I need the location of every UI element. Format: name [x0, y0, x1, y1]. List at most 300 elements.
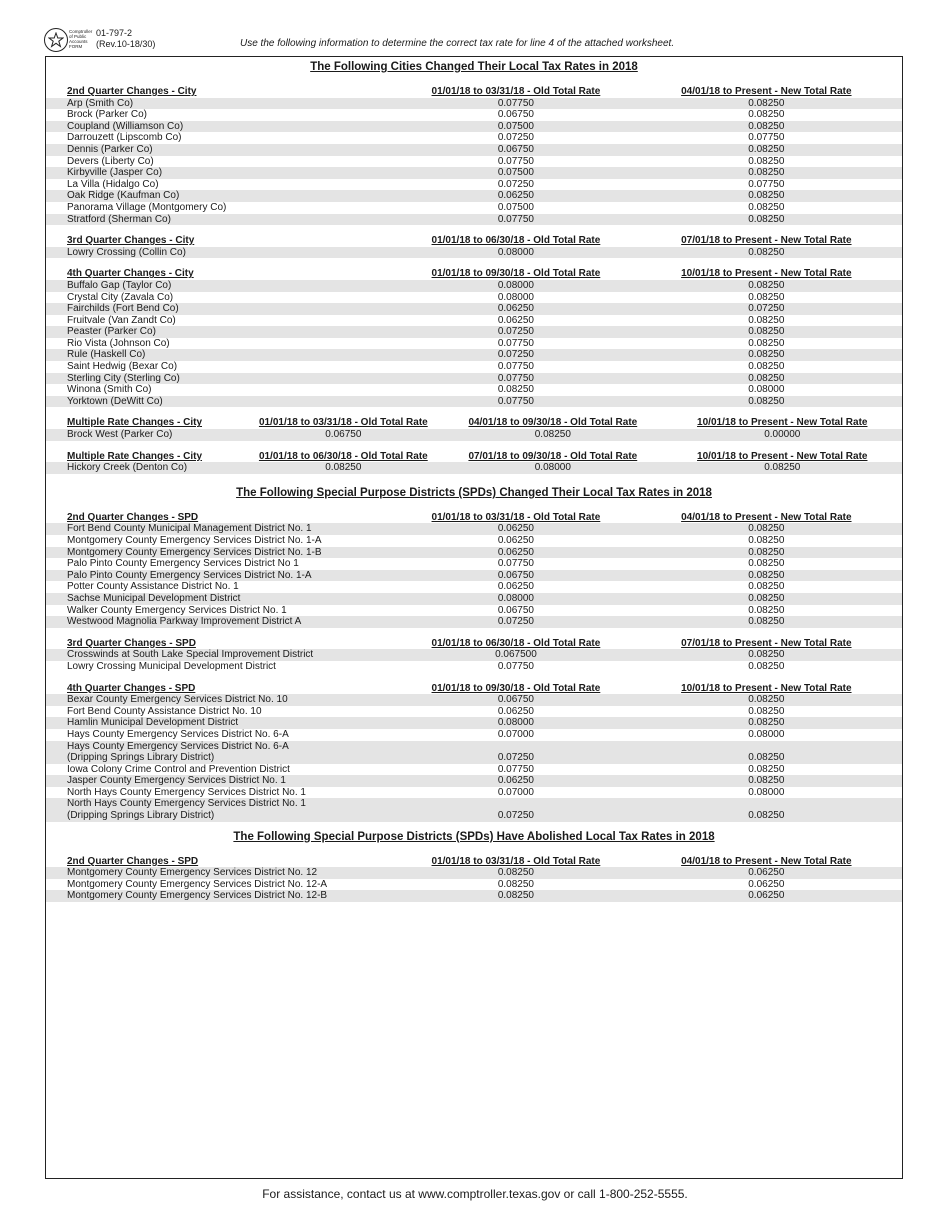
table-row	[46, 798, 902, 821]
row-entity	[46, 558, 401, 570]
row-entity	[46, 661, 401, 673]
header-new-rate: 07/01/18 to Present - New Total Rate	[681, 235, 852, 247]
row-old-rate: 0.06750	[497, 569, 534, 581]
row-entity-name: Fort Bend County Municipal Management District No. 1	[67, 523, 312, 535]
row-old-rate: 0.08000	[497, 717, 534, 729]
row-old-rate: 0.08250	[497, 867, 534, 879]
row-entity-name: Westwood Magnolia Parkway Improvement District A	[67, 616, 302, 628]
header-rate-1: 01/01/18 to 03/31/18 - Old Total Rate	[258, 417, 428, 429]
header-rate-1: 01/01/18 to 06/30/18 - Old Total Rate	[258, 450, 428, 462]
table-row	[46, 661, 902, 673]
row-new-rate: 0.08250	[748, 120, 785, 132]
table-row	[46, 547, 902, 559]
table-row	[46, 523, 902, 535]
row-old-rate: 0.07750	[497, 337, 534, 349]
rate-group	[46, 683, 902, 822]
row-entity	[46, 338, 401, 350]
row-entity-subname: (Dripping Springs Library District)	[67, 752, 215, 764]
row-entity-name: Hamlin Municipal Development District	[67, 717, 239, 729]
comptroller-seal-icon	[44, 28, 68, 52]
row-old-rate: 0.06250	[497, 535, 534, 546]
table-row	[46, 190, 902, 202]
rate-group	[46, 235, 902, 258]
table-row	[46, 144, 902, 156]
row-entity	[46, 593, 401, 605]
row-entity-name: Lowry Crossing Municipal Development District	[67, 660, 276, 672]
row-entity-name: Yorktown (DeWitt Co)	[67, 395, 163, 407]
section-title: The Following Special Purpose Districts (SPDs) Changed Their Local Tax Rates in 2018	[236, 486, 712, 499]
row-new-rate: 0.08250	[748, 314, 785, 326]
row-new-rate: 0.07250	[748, 303, 785, 315]
row-entity-name: Oak Ridge (Kaufman Co)	[67, 190, 180, 202]
row-entity	[46, 280, 401, 292]
table-row	[46, 349, 902, 361]
row-entity	[46, 547, 401, 559]
rate-table-content	[46, 57, 902, 902]
row-old-rate: 0.08250	[497, 878, 534, 890]
row-entity	[46, 132, 401, 144]
row-new-rate: 0.08250	[748, 361, 785, 373]
row-entity-name: Sachse Municipal Development District	[67, 592, 241, 604]
row-new-rate: 0.06250	[748, 878, 785, 890]
row-entity-name: North Hays County Emergency Services District No. 1	[67, 786, 306, 798]
group-header	[46, 86, 902, 98]
header-entity: 4th Quarter Changes - SPD	[67, 682, 196, 694]
table-row	[46, 706, 902, 718]
row-entity-name: Buffalo Gap (Taylor Co)	[67, 279, 172, 291]
row-old-rate: 0.06750	[497, 694, 534, 706]
row-entity	[46, 303, 401, 315]
row-entity	[46, 202, 401, 214]
table-row	[46, 429, 902, 441]
row-entity-name: Dennis (Parker Co)	[67, 143, 153, 155]
header-entity: 3rd Quarter Changes - City	[67, 235, 195, 247]
row-entity-name: La Villa (Hidalgo Co)	[67, 178, 159, 190]
row-entity-name: Rule (Haskell Co)	[67, 349, 146, 361]
table-row	[46, 787, 902, 799]
row-old-rate: 0.06250	[497, 705, 534, 717]
table-row	[46, 338, 902, 350]
table-row	[46, 303, 902, 315]
group-header	[46, 638, 902, 650]
row-old-rate: 0.07500	[497, 167, 534, 179]
header-old-rate: 01/01/18 to 06/30/18 - Old Total Rate	[431, 235, 601, 247]
row-new-rate: 0.08250	[748, 558, 785, 570]
row-old-rate: 0.07750	[497, 558, 534, 570]
row-entity	[46, 190, 401, 202]
table-row	[46, 214, 902, 226]
row-entity-name: Montgomery County Emergency Services District No. 12-B	[67, 890, 328, 902]
row-new-rate: 0.08250	[748, 190, 785, 202]
row-entity	[46, 717, 401, 729]
row-entity-name: Crosswinds at South Lake Special Improvement District	[67, 649, 314, 661]
table-row	[46, 361, 902, 373]
row-entity-name: Saint Hedwig (Bexar Co)	[67, 361, 178, 373]
row-entity	[46, 326, 401, 338]
row-entity-name: Hays County Emergency Services District No. 6-A	[67, 740, 289, 752]
form-revision: (Rev.10-18/30)	[96, 39, 156, 49]
row-new-rate: 0.08000	[748, 786, 785, 798]
instruction-text: Use the following information to determine the correct tax rate for line 4 of the attached worksheet.	[240, 38, 675, 49]
group-header	[46, 235, 902, 247]
row-old-rate: 0.08250	[497, 890, 534, 902]
row-entity	[46, 741, 401, 764]
row-old-rate: 0.07250	[497, 132, 534, 144]
row-entity	[46, 649, 401, 661]
row-entity-name: North Hays County Emergency Services District No. 1	[67, 798, 306, 810]
row-entity	[46, 384, 401, 396]
row-entity	[46, 729, 401, 741]
group-header	[46, 856, 902, 868]
table-row	[46, 384, 902, 396]
multi-rate-group	[46, 451, 902, 474]
row-entity	[46, 787, 401, 799]
row-entity-name: Arp (Smith Co)	[67, 97, 134, 109]
row-new-rate: 0.08000	[748, 728, 785, 740]
table-row	[46, 616, 902, 628]
row-old-rate: 0.08000	[497, 279, 534, 291]
table-row	[46, 535, 902, 547]
row-new-rate: 0.08250	[748, 349, 785, 361]
row-new-rate: 0.08250	[748, 337, 785, 349]
row-entity	[46, 156, 401, 168]
row-new-rate: 0.07750	[748, 178, 785, 190]
row-entity	[46, 890, 401, 902]
row-old-rate: 0.07750	[497, 763, 534, 775]
row-new-rate: 0.08250	[748, 97, 785, 109]
table-row	[46, 179, 902, 191]
row-old-rate: 0.07000	[497, 728, 534, 740]
row-entity-name: Montgomery County Emergency Services District No. 12-A	[67, 878, 328, 890]
row-entity-name: Fairchilds (Fort Bend Co)	[67, 303, 179, 315]
row-entity	[46, 361, 401, 373]
row-entity-name: Fort Bend County Assistance District No. 10	[67, 705, 262, 717]
row-rate-2: 0.08250	[534, 429, 571, 441]
row-old-rate: 0.07250	[497, 616, 534, 628]
header-new-rate: 04/01/18 to Present - New Total Rate	[681, 855, 852, 867]
row-old-rate: 0.06750	[497, 143, 534, 155]
row-old-rate: 0.07500	[497, 120, 534, 132]
row-entity-name: Fruitvale (Van Zandt Co)	[67, 314, 176, 326]
row-new-rate: 0.08250	[748, 604, 785, 616]
row-entity-name: Montgomery County Emergency Services District No. 1-B	[67, 546, 322, 558]
group-header	[46, 268, 902, 280]
row-entity	[46, 109, 401, 121]
row-old-rate: 0.07250	[497, 349, 534, 361]
header-entity: 2nd Quarter Changes - SPD	[67, 855, 199, 867]
header-new-rate: 04/01/18 to Present - New Total Rate	[681, 86, 852, 97]
row-new-rate: 0.08250	[748, 167, 785, 179]
row-entity-name: Coupland (Williamson Co)	[67, 120, 184, 132]
row-entity-name: Stratford (Sherman Co)	[67, 213, 171, 225]
row-new-rate: 0.07750	[748, 132, 785, 144]
table-row	[46, 694, 902, 706]
row-entity-name: Rio Vista (Johnson Co)	[67, 337, 170, 349]
row-entity	[46, 121, 401, 133]
row-entity-name: Palo Pinto County Emergency Services District No 1	[67, 558, 299, 570]
table-row	[46, 202, 902, 214]
row-entity-name: Brock West (Parker Co)	[67, 429, 173, 441]
row-entity-name: Brock (Parker Co)	[67, 109, 148, 121]
row-rate-3: 0.00000	[764, 429, 801, 441]
table-row	[46, 462, 902, 474]
row-new-rate: 0.08250	[748, 201, 785, 213]
row-new-rate: 0.08250	[748, 705, 785, 717]
rate-group	[46, 856, 902, 902]
row-new-rate: 0.08250	[748, 694, 785, 706]
row-old-rate: 0.07250	[497, 752, 534, 764]
row-entity	[46, 214, 401, 226]
row-old-rate: 0.07000	[497, 786, 534, 798]
header-old-rate: 01/01/18 to 03/31/18 - Old Total Rate	[431, 511, 601, 523]
table-row	[46, 558, 902, 570]
header-entity: 3rd Quarter Changes - SPD	[67, 637, 196, 649]
header-rate-3: 10/01/18 to Present - New Total Rate	[697, 450, 868, 462]
table-row	[46, 764, 902, 776]
table-row	[46, 247, 902, 259]
row-old-rate: 0.07750	[497, 97, 534, 109]
row-rate-1: 0.06750	[325, 429, 362, 441]
header-new-rate: 04/01/18 to Present - New Total Rate	[681, 511, 852, 523]
row-entity	[46, 616, 401, 628]
row-old-rate: 0.06250	[497, 314, 534, 326]
header-entity: 2nd Quarter Changes - SPD	[67, 511, 199, 523]
header-entity: Multiple Rate Changes - City	[67, 417, 203, 429]
row-entity	[46, 706, 401, 718]
row-entity	[46, 167, 401, 179]
row-entity	[46, 247, 401, 259]
row-entity-name: Devers (Liberty Co)	[67, 155, 154, 167]
table-row	[46, 280, 902, 292]
row-entity	[46, 523, 401, 535]
row-old-rate: 0.07250	[497, 178, 534, 190]
row-old-rate: 0.06250	[497, 775, 534, 787]
row-entity-name: Potter County Assistance District No. 1	[67, 581, 239, 593]
table-row	[46, 729, 902, 741]
group-header	[46, 451, 902, 463]
table-row	[46, 570, 902, 582]
row-entity-name: Montgomery County Emergency Services District No. 12	[67, 867, 318, 879]
table-row	[46, 581, 902, 593]
row-entity-name: Lowry Crossing (Collin Co)	[67, 246, 186, 258]
row-old-rate: 0.067500	[495, 649, 537, 661]
table-row	[46, 326, 902, 338]
row-new-rate: 0.08250	[748, 279, 785, 291]
row-entity	[46, 144, 401, 156]
row-new-rate: 0.08250	[748, 372, 785, 384]
row-entity	[46, 292, 401, 304]
row-entity	[46, 879, 401, 891]
row-old-rate: 0.06250	[497, 303, 534, 315]
row-entity	[46, 98, 401, 110]
table-row	[46, 593, 902, 605]
row-new-rate: 0.08250	[748, 143, 785, 155]
group-header	[46, 683, 902, 695]
row-entity-name: Hays County Emergency Services District No. 6-A	[67, 728, 289, 740]
row-entity-name: Peaster (Parker Co)	[67, 326, 156, 338]
row-entity	[46, 798, 401, 821]
table-row	[46, 879, 902, 891]
row-entity-name: Jasper County Emergency Services District No. 1	[67, 775, 286, 787]
row-entity	[46, 373, 401, 385]
row-entity-name: Bexar County Emergency Services District No. 10	[67, 694, 288, 706]
row-old-rate: 0.07750	[497, 660, 534, 672]
row-entity-name: Iowa Colony Crime Control and Prevention District	[67, 763, 290, 775]
header-new-rate: 10/01/18 to Present - New Total Rate	[681, 268, 852, 280]
row-old-rate: 0.07250	[497, 810, 534, 822]
form-number-block	[96, 28, 155, 50]
row-old-rate: 0.07750	[497, 372, 534, 384]
table-row	[46, 396, 902, 408]
rate-group	[46, 268, 902, 407]
table-row	[46, 98, 902, 110]
row-entity	[46, 349, 401, 361]
table-row	[46, 156, 902, 168]
table-row	[46, 717, 902, 729]
row-old-rate: 0.07750	[497, 395, 534, 407]
row-new-rate: 0.08250	[748, 326, 785, 338]
table-row	[46, 649, 902, 661]
row-old-rate: 0.08000	[497, 291, 534, 303]
row-entity	[46, 179, 401, 191]
header-new-rate: 10/01/18 to Present - New Total Rate	[681, 682, 852, 694]
row-new-rate: 0.08250	[748, 616, 785, 628]
row-old-rate: 0.07750	[497, 213, 534, 225]
form-number: 01-797-2	[96, 28, 133, 38]
row-entity-name: Crystal City (Zavala Co)	[67, 291, 174, 303]
header-entity: 2nd Quarter Changes - City	[67, 86, 197, 97]
row-new-rate: 0.08250	[748, 535, 785, 546]
table-row	[46, 373, 902, 385]
row-entity	[46, 775, 401, 787]
row-entity-name: Kirbyville (Jasper Co)	[67, 167, 163, 179]
row-old-rate: 0.07750	[497, 361, 534, 373]
header-old-rate: 01/01/18 to 03/31/18 - Old Total Rate	[431, 855, 601, 867]
rate-table-frame	[45, 56, 903, 1179]
group-header	[46, 512, 902, 524]
footer-contact: For assistance, contact us at www.comptroller.texas.gov or call 1-800-252-5555.	[262, 1187, 688, 1201]
row-old-rate: 0.06750	[497, 109, 534, 121]
row-entity	[46, 581, 401, 593]
header-rate-2: 04/01/18 to 09/30/18 - Old Total Rate	[468, 417, 638, 429]
logo-text: Comptroller of Public Accounts FORM	[69, 29, 93, 49]
header-old-rate: 01/01/18 to 03/31/18 - Old Total Rate	[431, 86, 601, 97]
table-row	[46, 605, 902, 617]
row-old-rate: 0.06250	[497, 190, 534, 202]
table-row	[46, 741, 902, 764]
row-entity-name: Panorama Village (Montgomery Co)	[67, 201, 227, 213]
row-new-rate: 0.08250	[748, 581, 785, 593]
row-new-rate: 0.08250	[748, 523, 785, 535]
row-new-rate: 0.08250	[748, 569, 785, 581]
row-rate-2: 0.08000	[534, 462, 571, 474]
table-row	[46, 775, 902, 787]
row-entity-subname: (Dripping Springs Library District)	[67, 810, 215, 822]
row-old-rate: 0.06250	[497, 581, 534, 593]
row-entity	[46, 605, 401, 617]
row-new-rate: 0.08250	[748, 660, 785, 672]
row-rate-1: 0.08250	[325, 462, 362, 474]
section-title: The Following Cities Changed Their Local Tax Rates in 2018	[310, 61, 638, 73]
header-old-rate: 01/01/18 to 09/30/18 - Old Total Rate	[431, 682, 601, 694]
row-new-rate: 0.08000	[748, 384, 785, 396]
header-rate-3: 10/01/18 to Present - New Total Rate	[697, 417, 868, 429]
header-rate-2: 07/01/18 to 09/30/18 - Old Total Rate	[468, 450, 638, 462]
header-entity: 4th Quarter Changes - City	[67, 268, 194, 280]
row-new-rate: 0.08250	[748, 109, 785, 121]
row-entity-name: Darrouzett (Lipscomb Co)	[67, 132, 182, 144]
row-entity-name: Montgomery County Emergency Services District No. 1-A	[67, 535, 322, 546]
table-row	[46, 292, 902, 304]
row-entity	[46, 315, 401, 327]
header-old-rate: 01/01/18 to 09/30/18 - Old Total Rate	[431, 268, 601, 280]
table-row	[46, 109, 902, 121]
row-new-rate: 0.08250	[748, 155, 785, 167]
row-new-rate: 0.08250	[748, 649, 785, 661]
row-old-rate: 0.06750	[497, 604, 534, 616]
row-entity-name: Palo Pinto County Emergency Services District No. 1-A	[67, 569, 312, 581]
row-entity-name: Hickory Creek (Denton Co)	[67, 462, 188, 474]
row-old-rate: 0.08000	[497, 246, 534, 258]
row-entity-name: Walker County Emergency Services District No. 1	[67, 604, 287, 616]
row-new-rate: 0.06250	[748, 890, 785, 902]
header-old-rate: 01/01/18 to 06/30/18 - Old Total Rate	[431, 637, 601, 649]
row-new-rate: 0.08250	[748, 213, 785, 225]
row-new-rate: 0.08250	[748, 763, 785, 775]
row-new-rate: 0.08250	[748, 592, 785, 604]
row-old-rate: 0.07500	[497, 201, 534, 213]
row-old-rate: 0.06250	[497, 546, 534, 558]
row-new-rate: 0.06250	[748, 867, 785, 879]
row-entity	[46, 694, 401, 706]
table-row	[46, 167, 902, 179]
row-entity	[46, 764, 401, 776]
row-new-rate: 0.08250	[748, 752, 785, 764]
rate-group	[46, 638, 902, 673]
row-entity-name: Winona (Smith Co)	[67, 384, 152, 396]
section-title: The Following Special Purpose Districts (SPDs) Have Abolished Local Tax Rates in 2018	[233, 830, 715, 843]
row-new-rate: 0.08250	[748, 546, 785, 558]
row-old-rate: 0.08250	[497, 384, 534, 396]
row-new-rate: 0.08250	[748, 775, 785, 787]
row-entity-name: Sterling City (Sterling Co)	[67, 372, 180, 384]
header-entity: Multiple Rate Changes - City	[67, 450, 203, 462]
row-old-rate: 0.06250	[497, 523, 534, 535]
table-row	[46, 315, 902, 327]
row-entity	[46, 396, 401, 408]
table-row	[46, 132, 902, 144]
row-entity	[46, 570, 401, 582]
header-new-rate: 07/01/18 to Present - New Total Rate	[681, 637, 852, 649]
row-new-rate: 0.08250	[748, 291, 785, 303]
row-old-rate: 0.08000	[497, 592, 534, 604]
row-new-rate: 0.08250	[748, 395, 785, 407]
table-row	[46, 890, 902, 902]
row-new-rate: 0.08250	[748, 246, 785, 258]
row-old-rate: 0.07750	[497, 155, 534, 167]
group-header	[46, 417, 902, 429]
row-new-rate: 0.08250	[748, 810, 785, 822]
table-row	[46, 121, 902, 133]
rate-group	[46, 512, 902, 628]
row-entity	[46, 535, 401, 547]
table-row	[46, 867, 902, 879]
rate-group	[46, 86, 902, 225]
multi-rate-group	[46, 417, 902, 440]
row-old-rate: 0.07250	[497, 326, 534, 338]
row-new-rate: 0.08250	[748, 717, 785, 729]
row-rate-3: 0.08250	[764, 462, 801, 474]
